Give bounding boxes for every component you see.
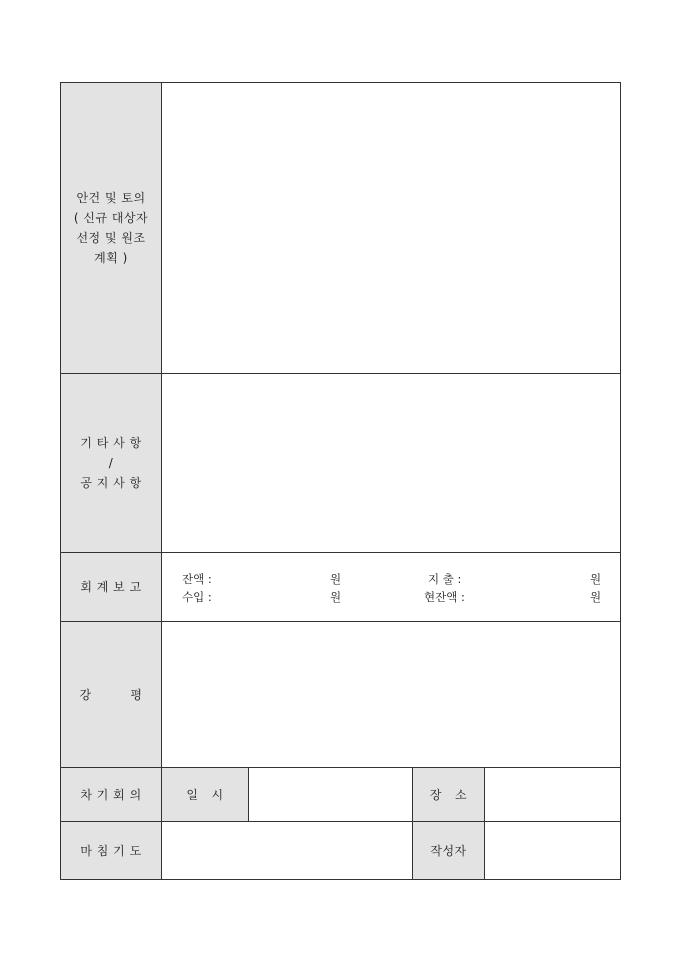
- misc-row: [61, 374, 621, 553]
- current-balance-won: 원: [590, 590, 602, 604]
- accounting-field[interactable]: [162, 553, 621, 622]
- author-field[interactable]: [485, 822, 621, 880]
- misc-field[interactable]: [162, 374, 621, 553]
- current-balance-label: 현잔액 :: [424, 590, 465, 604]
- agenda-label: 안건 및 토의 ( 신규 대상자 선정 및 원조 계획 ): [61, 83, 162, 374]
- meeting-minutes-form: [60, 82, 621, 880]
- closing-prayer-label: 마 침 기 도: [61, 822, 162, 880]
- balance-label: 잔액 :: [182, 572, 212, 586]
- next-meeting-label: 차 기 회 의: [61, 768, 162, 822]
- income-won: 원: [330, 590, 342, 604]
- expense-label: 지 출 :: [428, 572, 462, 586]
- place-label: 장 소: [413, 768, 485, 822]
- expense-won: 원: [590, 572, 602, 586]
- misc-label: 기 타 사 항 / 공 지 사 항: [61, 374, 162, 553]
- accounting-label: 회 계 보 고: [61, 553, 162, 622]
- closing-row: [61, 822, 621, 880]
- closing-prayer-field[interactable]: [162, 822, 413, 880]
- review-row: [61, 622, 621, 768]
- accounting-row: [61, 553, 621, 622]
- next-meeting-row: [61, 768, 621, 822]
- income-label: 수입 :: [182, 590, 212, 604]
- agenda-row: [61, 83, 621, 374]
- agenda-field[interactable]: [162, 83, 621, 374]
- balance-won: 원: [330, 572, 342, 586]
- author-label: 작성자: [413, 822, 485, 880]
- review-field[interactable]: [162, 622, 621, 768]
- datetime-label: 일 시: [162, 768, 249, 822]
- datetime-field[interactable]: [249, 768, 413, 822]
- place-field[interactable]: [485, 768, 621, 822]
- review-label: 강 평: [61, 622, 162, 768]
